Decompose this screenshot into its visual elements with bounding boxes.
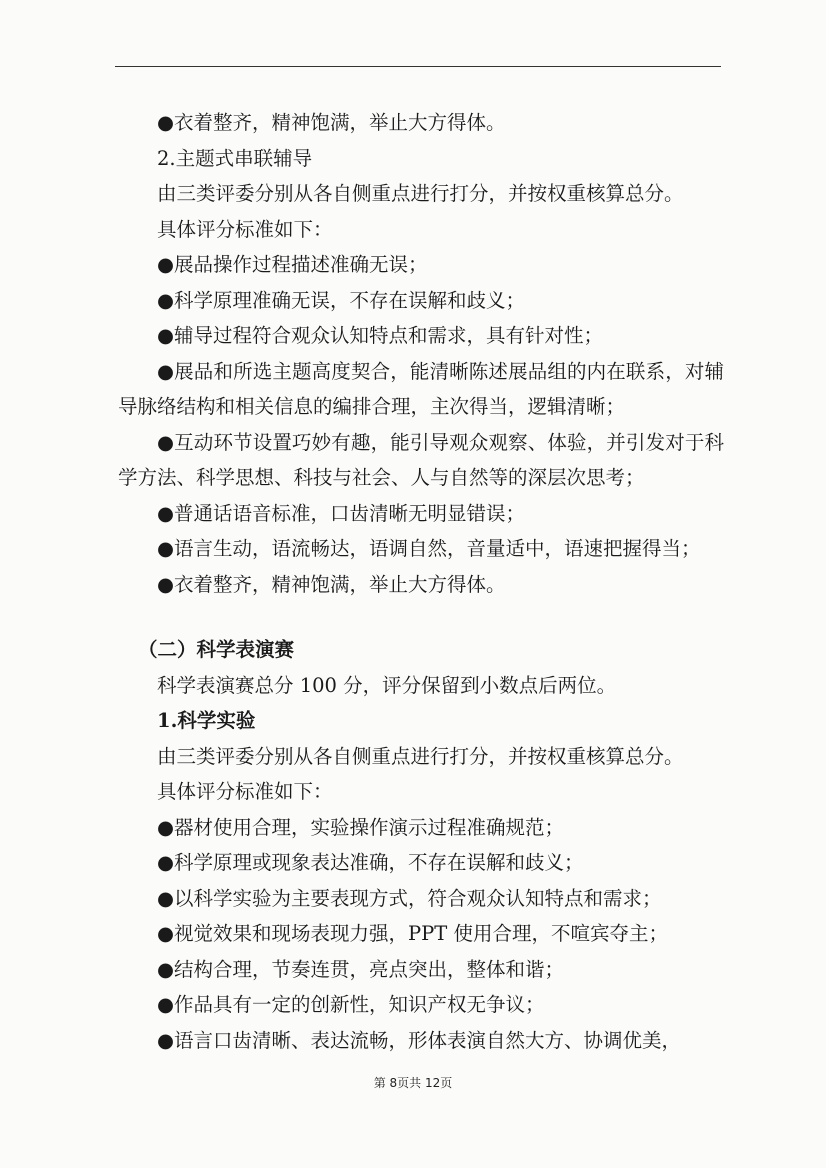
criteria-item: ●语言生动，语流畅达，语调自然，音量适中，语速把握得当；: [157, 537, 701, 560]
criteria-item: ●辅导过程符合观众认知特点和需求，具有针对性；: [157, 324, 604, 347]
header-rule: [115, 66, 721, 67]
criteria-item: ●展品操作过程描述准确无误；: [157, 253, 428, 276]
criteria-item: ●作品具有一定的创新性，知识产权无争议；: [157, 993, 545, 1016]
criteria-item: ●视觉效果和现场表现力强，PPT 使用合理，不喧宾夺主；: [157, 922, 668, 945]
criteria-item: ●普通话语音标准，口齿清晰无明显错误；: [157, 501, 526, 525]
criteria-item: ●语言口齿清晰、表达流畅，形体表演自然大方、协调优美，: [157, 1028, 682, 1052]
page-number: 第 8页共 12页: [373, 1076, 453, 1090]
paragraph: 由三类评委分别从各自侧重点进行打分，并按权重核算总分。: [157, 744, 684, 768]
criteria-item: ●互动环节设置巧妙有趣，能引导观众观察、体验，并引发对于科学方法、科学思想、科技与社会、人与自然等的深层次思考；: [118, 430, 724, 489]
section-heading: （二）科学表演赛: [138, 638, 295, 661]
criteria-item: ●衣着整齐，精神饱满，举止大方得体。: [157, 111, 506, 134]
document-body: [118, 105, 724, 1058]
criteria-item: ●衣着整齐，精神饱满，举止大方得体。: [157, 572, 506, 596]
paragraph: 由三类评委分别从各自侧重点进行打分，并按权重核算总分。: [157, 182, 684, 205]
subsection-heading: 1.科学实验: [157, 709, 256, 732]
spacer: [118, 602, 724, 632]
criteria-item: ●器材使用合理，实验操作演示过程准确规范；: [157, 815, 565, 839]
criteria-item: ●展品和所选主题高度契合，能清晰陈述展品组的内在联系，对辅导脉络结构和相关信息的编排合理，主次得当，逻辑清晰；: [118, 359, 724, 418]
criteria-item: ●科学原理或现象表达准确，不存在误解和歧义；: [157, 851, 584, 874]
criteria-item: ●结构合理，节奏连贯，亮点突出，整体和谐；: [157, 957, 565, 981]
criteria-item: ●以科学实验为主要表现方式，符合观众认知特点和需求；: [157, 886, 662, 910]
subsection-heading: 2.主题式串联辅导: [157, 146, 313, 170]
paragraph: 具体评分标准如下：: [157, 780, 333, 803]
criteria-item: ●科学原理准确无误，不存在误解和歧义；: [157, 288, 526, 312]
section-intro: 科学表演赛总分 100 分，评分保留到小数点后两位。: [157, 673, 617, 697]
paragraph: 具体评分标准如下：: [157, 217, 333, 241]
